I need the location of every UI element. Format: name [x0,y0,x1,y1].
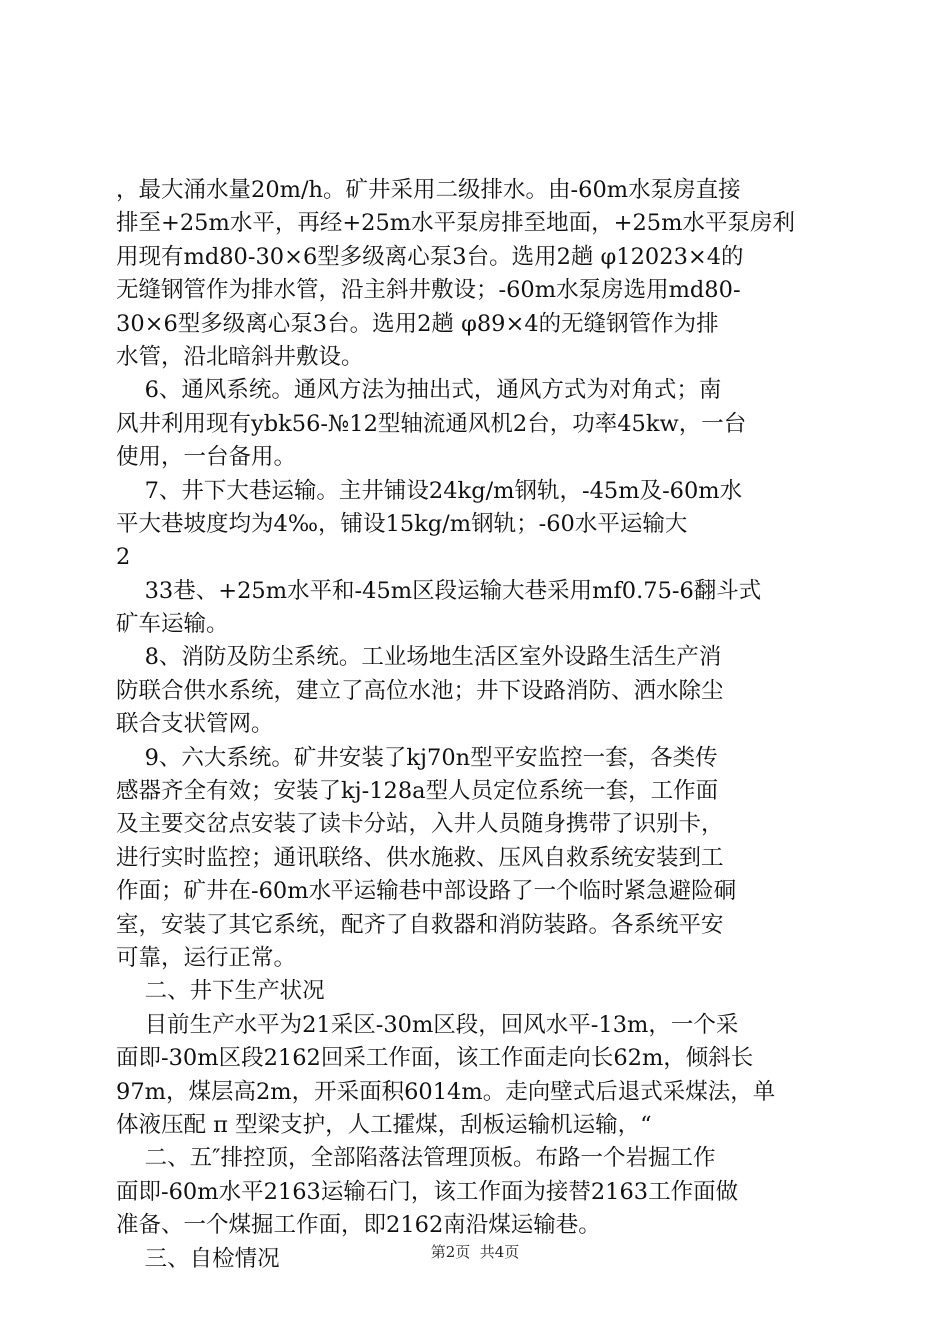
section-heading: 三、自检情况 [116,1245,280,1272]
text-line: 8、消防及防尘系统。工业场地生活区室外设路生活生产消 [116,644,722,671]
inline-page-number: 2 [116,544,131,571]
text-line: ，最大涌水量20m/h。矿井采用二级排水。由-60m水泵房直接 [116,177,741,203]
text-line: 面即-30m区段2162回采工作面，该工作面走向长62m，倾斜长 [116,1045,754,1072]
text-line: 排至+25m水平，再经+25m水平泵房排至地面，+25m水平泵房利 [116,210,795,237]
text-line: 水管，沿北暗斜井敷设。 [116,343,364,370]
text-line: 体液压配 π 型梁支护，人工攉煤，刮板运输机运输，“ [116,1111,652,1138]
text-line: 进行实时监控；通讯联络、供水施救、压风自救系统安装到工 [116,844,724,871]
text-line: 9、六大系统。矿井安装了kj70n型平安监控一套，各类传 [116,744,718,771]
text-line: 二、五″排控顶，全部陷落法管理顶板。布路一个岩掘工作 [116,1145,716,1172]
text-line: 33巷、+25m水平和-45m区段运输大巷采用mf0.75-6翻斗式 [116,577,762,604]
text-line: 使用，一台备用。 [116,444,297,471]
text-line: 6、通风系统。通风方法为抽出式，通风方式为对角式；南 [116,377,722,404]
text-line: 目前生产水平为21采区-30m区段，回风水平-13m，一个采 [116,1011,739,1038]
document-body [116,174,836,1276]
text-line: 矿车运输。 [116,611,229,638]
text-line: 面即-60m水平2163运输石门，该工作面为接替2163工作面做 [116,1178,739,1205]
text-line: 作面；矿井在-60m水平运输巷中部设路了一个临时紧急避险硐 [116,878,737,905]
text-line: 防联合供水系统，建立了高位水池；井下设路消防、洒水除尘 [116,677,724,704]
section-heading: 二、井下生产状况 [116,978,325,1005]
text-line: 无缝钢管作为排水管，沿主斜井敷设；-60m水泵房选用md80- [116,277,741,304]
text-line: 平大巷坡度均为4‰，铺设15kg/m钢轨；-60水平运输大 [116,510,688,537]
text-line: 感器齐全有效；安装了kj-128a型人员定位系统一套，工作面 [116,778,719,805]
text-line: 可靠，运行正常。 [116,944,297,971]
text-line: 7、井下大巷运输。主井铺设24kg/m钢轨，-45m及-60m水 [116,477,743,504]
text-line: 准备、一个煤掘工作面，即2162南沿煤运输巷。 [116,1212,601,1239]
page-footer: 第2页 共4页 [430,1243,520,1261]
text-line: 及主要交岔点安装了读卡分站，入井人员随身携带了识别卡， [116,811,724,838]
text-line: 97m，煤层高2m，开采面积6014m。走向壁式后退式采煤法，单 [116,1078,776,1105]
text-line: 30×6型多级离心泵3台。选用2趟 φ89×4的无缝钢管作为排 [116,310,719,337]
text-line: 用现有md80-30×6型多级离心泵3台。选用2趟 φ12023×4的 [116,243,744,270]
text-line: 室，安装了其它系统，配齐了自救器和消防装路。各系统平安 [116,911,724,938]
text-line: 联合支状管网。 [116,711,274,738]
text-line: 风井利用现有ybk56-№12型轴流通风机2台，功率45kw，一台 [116,410,747,437]
